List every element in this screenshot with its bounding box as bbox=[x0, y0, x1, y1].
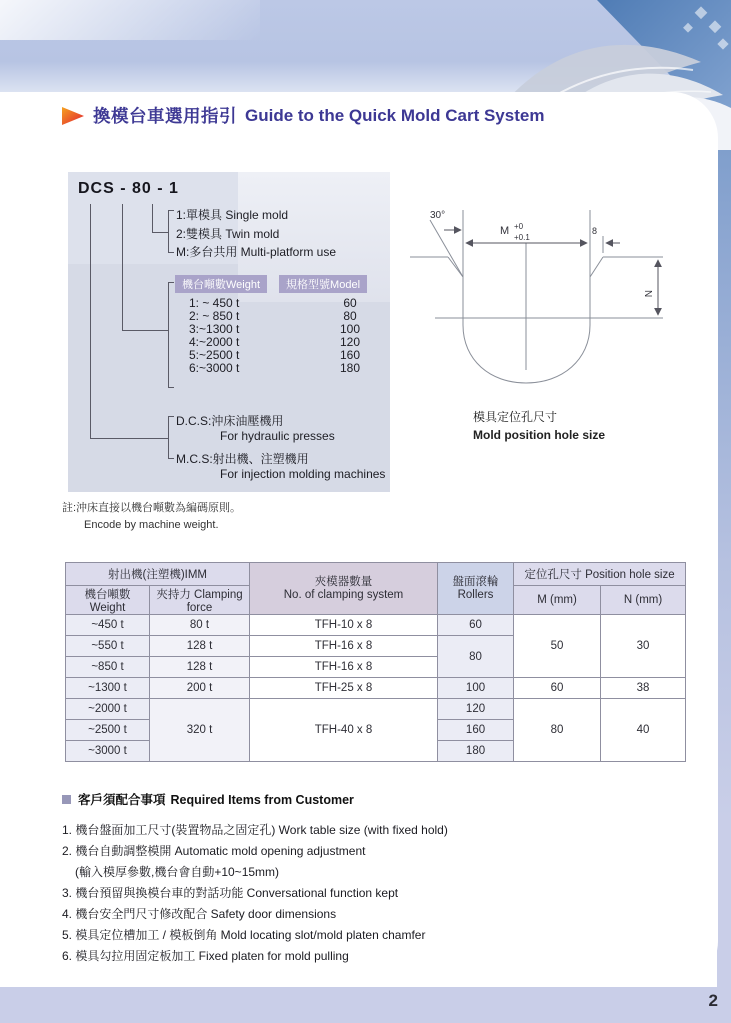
col-rollers-zh: 盤面滾輪 bbox=[452, 575, 499, 588]
cell-m: 60 bbox=[514, 678, 601, 699]
series-en: For hydraulic presses bbox=[220, 429, 335, 443]
drawing-caption bbox=[473, 408, 605, 444]
spec-table bbox=[65, 562, 686, 762]
page-number: 2 bbox=[708, 991, 718, 1010]
weight-model-row bbox=[175, 361, 395, 375]
weight-value: 5:~2500 t bbox=[189, 348, 240, 362]
requirement-item: 6. 模具勾拉用固定板加工 Fixed platen for mold pulling bbox=[62, 949, 349, 963]
cell-system: TFH-10 x 8 bbox=[250, 615, 438, 636]
requirement-item: 3. 機台預留與換模台車的對話功能 Conversational function kept bbox=[62, 886, 399, 900]
table-row bbox=[66, 615, 686, 636]
col-group-hole-size: 定位孔尺寸 Position hole size bbox=[514, 563, 686, 586]
requirements-heading-en: Required Items from Customer bbox=[170, 793, 354, 807]
arrow-icon bbox=[62, 107, 84, 125]
series-zh: 射出機、注塑機用 bbox=[212, 452, 309, 466]
weight-model-row bbox=[175, 335, 395, 349]
requirements-heading bbox=[62, 790, 354, 808]
weight-model-headers bbox=[175, 275, 367, 293]
cell-rollers: 120 bbox=[438, 699, 514, 720]
weight-value: 1: ~ 450 t bbox=[189, 296, 240, 310]
col-clamping-system-zh: 夾模器數量 bbox=[314, 575, 373, 588]
bracket-tick bbox=[168, 387, 174, 388]
weight-model-row bbox=[175, 296, 395, 310]
cell-force: 128 t bbox=[150, 657, 250, 678]
encoding-note-zh: 註:沖床直接以機台噸數為編碼原則。 bbox=[62, 502, 242, 514]
table-row bbox=[66, 699, 686, 720]
suffix-option: 2:雙模具 Twin mold bbox=[176, 227, 280, 241]
requirement-item: 4. 機台安全門尺寸修改配合 Safety door dimensions bbox=[62, 907, 337, 921]
weight-value: 3:~1300 t bbox=[189, 322, 240, 336]
bracket-tick bbox=[168, 210, 174, 211]
col-group-imm: 射出機(注塑機)IMM bbox=[66, 563, 250, 586]
col-rollers-en: Rollers bbox=[457, 588, 494, 601]
m-label: M bbox=[500, 225, 510, 237]
cell-system: TFH-40 x 8 bbox=[250, 699, 438, 762]
connector-line bbox=[90, 438, 168, 439]
requirement-item: 2. 機台自動調整模開 Automatic mold opening adjustment bbox=[62, 844, 366, 858]
model-code: DCS - 80 - 1 bbox=[78, 180, 179, 197]
weight-value: 6:~3000 t bbox=[189, 361, 240, 375]
model-value: 160 bbox=[339, 348, 361, 362]
cell-weight: ~1300 t bbox=[66, 678, 150, 699]
weight-model-row bbox=[175, 348, 395, 362]
model-value: 180 bbox=[339, 361, 361, 375]
angle-label: 30° bbox=[430, 210, 446, 221]
model-value: 120 bbox=[339, 335, 361, 349]
bracket-line bbox=[168, 416, 169, 458]
cell-n: 40 bbox=[601, 699, 686, 762]
cell-weight: ~2000 t bbox=[66, 699, 150, 720]
connector-line bbox=[90, 204, 91, 438]
cell-m: 80 bbox=[514, 699, 601, 762]
cell-rollers: 180 bbox=[438, 741, 514, 762]
bracket-line bbox=[168, 282, 169, 387]
connector-line bbox=[152, 232, 168, 233]
model-header-badge: 規格型號Model bbox=[279, 275, 367, 293]
series-zh: 沖床油壓機用 bbox=[211, 414, 284, 428]
weight-value: 4:~2000 t bbox=[189, 335, 240, 349]
cell-system: TFH-16 x 8 bbox=[250, 657, 438, 678]
chamfer-width-label: 8 bbox=[592, 226, 598, 236]
series-en: For injection molding machines bbox=[220, 467, 386, 481]
cell-m: 50 bbox=[514, 615, 601, 678]
requirements-list bbox=[62, 820, 662, 967]
connector-line bbox=[122, 204, 123, 330]
col-clamping-system bbox=[250, 563, 438, 615]
model-value: 60 bbox=[343, 296, 357, 310]
cell-rollers: 100 bbox=[438, 678, 514, 699]
col-n-mm: N (mm) bbox=[601, 586, 686, 615]
model-code-panel bbox=[68, 172, 390, 492]
cell-weight: ~3000 t bbox=[66, 741, 150, 762]
encoding-note-en: Encode by machine weight. bbox=[84, 519, 219, 531]
n-depth-label: N bbox=[642, 290, 653, 298]
cell-n: 30 bbox=[601, 615, 686, 678]
encoding-note bbox=[62, 500, 241, 534]
bracket-tick bbox=[168, 416, 174, 417]
col-clamping-force: 夾持力 Clamping force bbox=[150, 586, 250, 615]
col-weight: 機台噸數 Weight bbox=[66, 586, 150, 615]
model-value: 80 bbox=[343, 309, 357, 323]
bracket-tick bbox=[168, 282, 174, 283]
cell-weight: ~850 t bbox=[66, 657, 150, 678]
cell-rollers: 160 bbox=[438, 720, 514, 741]
suffix-option: 1:單模具 Single mold bbox=[176, 208, 289, 222]
bracket-tick bbox=[168, 252, 174, 253]
cell-force: 320 t bbox=[150, 699, 250, 762]
m-tolerance-upper: +0 bbox=[514, 222, 524, 231]
weight-model-row bbox=[175, 309, 395, 323]
connector-line bbox=[152, 204, 153, 232]
col-rollers bbox=[438, 563, 514, 615]
cell-n: 38 bbox=[601, 678, 686, 699]
cell-weight: ~2500 t bbox=[66, 720, 150, 741]
series-code: M.C.S: bbox=[176, 452, 213, 466]
bracket-line bbox=[168, 210, 169, 252]
weight-model-row bbox=[175, 322, 395, 336]
cell-force: 128 t bbox=[150, 636, 250, 657]
cell-system: TFH-16 x 8 bbox=[250, 636, 438, 657]
suffix-option: M:多台共用 Multi-platform use bbox=[176, 245, 337, 259]
connector-line bbox=[122, 330, 168, 331]
cell-weight: ~550 t bbox=[66, 636, 150, 657]
requirements-heading-zh: 客戶須配合事項 bbox=[78, 793, 166, 807]
cell-rollers: 80 bbox=[438, 636, 514, 678]
series-code: D.C.S: bbox=[176, 414, 212, 428]
requirement-item: 5. 模具定位槽加工 / 模板倒角 Mold locating slot/mold platen chamfer bbox=[62, 928, 426, 942]
drawing-caption-en: Mold position hole size bbox=[473, 428, 605, 442]
model-value: 100 bbox=[339, 322, 361, 336]
cell-weight: ~450 t bbox=[66, 615, 150, 636]
table-row bbox=[66, 678, 686, 699]
weight-value: 2: ~ 850 t bbox=[189, 309, 240, 323]
series-mcs bbox=[176, 450, 385, 481]
cell-force: 200 t bbox=[150, 678, 250, 699]
square-bullet-icon bbox=[62, 795, 71, 804]
bracket-tick bbox=[168, 458, 174, 459]
weight-header-badge: 機台噸數Weight bbox=[175, 275, 267, 293]
series-dcs bbox=[176, 412, 335, 443]
col-clamping-system-en: No. of clamping system bbox=[283, 588, 404, 601]
cell-rollers: 60 bbox=[438, 615, 514, 636]
drawing-caption-zh: 模具定位孔尺寸 bbox=[473, 410, 558, 424]
m-tolerance-lower: +0.1 bbox=[514, 233, 530, 242]
page-title bbox=[62, 103, 544, 128]
requirement-note: (輸入模厚參數,機台會自動+10~15mm) bbox=[75, 865, 280, 879]
cell-system: TFH-25 x 8 bbox=[250, 678, 438, 699]
requirement-item: 1. 機台盤面加工尺寸(裝置物品之固定孔) Work table size (with fixed hold) bbox=[62, 823, 448, 837]
page-title-zh: 換模台車選用指引 bbox=[93, 106, 237, 126]
col-m-mm: M (mm) bbox=[514, 586, 601, 615]
cell-force: 80 t bbox=[150, 615, 250, 636]
page-title-en: Guide to the Quick Mold Cart System bbox=[245, 105, 545, 125]
